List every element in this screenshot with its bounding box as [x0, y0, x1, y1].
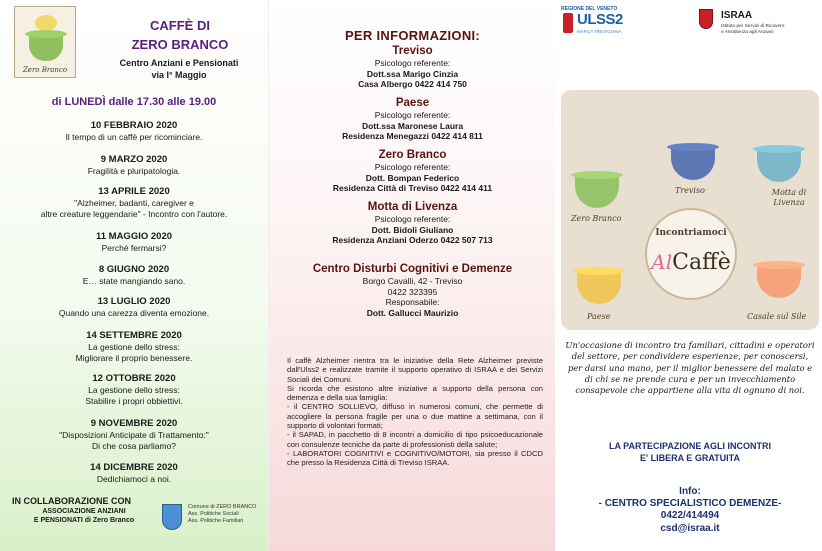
cup-label-motta: Motta di Livenza — [771, 188, 807, 207]
info-heading: PER INFORMAZIONI: — [344, 28, 481, 43]
sign-caffe: Caffè — [672, 250, 731, 275]
event-date: 9 NOVEMBRE 2020 — [90, 418, 178, 429]
contact-role: Psicologo referente: — [374, 110, 451, 120]
israa-subtitle-line1: Istituto per Servizi di Ricovero — [721, 24, 785, 29]
contact-residence: Residenza Città di Treviso 0422 414 411 — [332, 183, 493, 193]
contact-block — [269, 44, 555, 90]
event-item — [0, 330, 268, 363]
green-cup-icon — [575, 176, 619, 208]
event-description: La gestione dello stress: — [88, 342, 180, 352]
collab-label: IN COLLABORAZIONE CON — [12, 496, 131, 506]
comune-line3: Ass. Politiche Familiari — [188, 518, 244, 524]
event-description: E… state mangiando sano. — [82, 276, 186, 286]
cdcd-name: Centro Disturbi Cognitivi e Demenze — [312, 263, 513, 275]
event-item — [0, 462, 268, 485]
schedule: di LUNEDÌ dalle 17.30 alle 19.00 — [51, 96, 217, 108]
event-date: 11 MAGGIO 2020 — [95, 231, 173, 242]
info-center: - CENTRO SPECIALISTICO DEMENZE- — [598, 498, 782, 510]
coffee-cups-illustration — [561, 90, 819, 330]
info-label: Info: — [679, 486, 701, 497]
event-description: "Alzheimer, badanti, caregiver e — [74, 198, 194, 208]
event-description: Stabilire i propri obbiettivi. — [85, 395, 183, 406]
body-text — [287, 356, 543, 468]
contact-role: Psicologo referente: — [374, 214, 451, 224]
venue-address: via I° Maggio — [151, 70, 207, 80]
israa-subtitle — [721, 24, 784, 36]
blue-cup-icon — [671, 148, 715, 180]
info-email[interactable]: csd@israa.it — [660, 522, 720, 534]
event-date: 13 APRILE 2020 — [98, 186, 170, 197]
cdcd-resp-label: Responsabile: — [385, 297, 440, 307]
event-item — [0, 120, 268, 143]
contact-role: Psicologo referente: — [374, 162, 451, 172]
contact-city: Treviso — [392, 45, 433, 57]
event-item — [0, 264, 268, 287]
cdcd-phone: 0422 323395 — [387, 286, 438, 297]
cup-label-treviso: Treviso — [675, 186, 705, 195]
zero-branco-cafe-logo — [14, 6, 76, 78]
comune-line2: Ass. Politiche Sociali — [188, 511, 239, 517]
event-item — [0, 296, 268, 319]
event-description: Migliorare il proprio benessere. — [75, 352, 193, 363]
collab-association — [14, 508, 154, 525]
event-date: 10 FEBBRAIO 2020 — [90, 120, 178, 131]
event-date: 13 LUGLIO 2020 — [97, 296, 171, 307]
ulss-logo-text: ULSS2 — [577, 11, 623, 28]
middle-panel — [268, 0, 555, 551]
ulss-logo-icon — [563, 13, 573, 33]
right-panel — [555, 0, 822, 551]
collab-association-line1: ASSOCIAZIONE ANZIANI — [42, 508, 126, 515]
contact-role: Psicologo referente: — [374, 58, 451, 68]
cup-label-zero-branco: Zero Branco — [571, 214, 622, 223]
event-item — [0, 186, 268, 219]
teal-cup-icon — [757, 150, 801, 182]
israa-subtitle-line2: e Assistenza agli Anziani — [721, 30, 774, 35]
event-description: Fragilità e pluripatologia. — [87, 166, 181, 176]
body-paragraph-5: - LABORATORI COGNITIVI e COGNITIVO/MOTORI, sia presso il CDCD che presso la Residenza Città di Treviso ISRAA. — [287, 448, 543, 468]
event-description: Perché fermarsi? — [101, 243, 167, 253]
event-date: 12 OTTOBRE 2020 — [92, 373, 176, 384]
cafe-title-line1: CAFFÈ DI — [150, 18, 210, 33]
contact-city: Paese — [395, 97, 430, 109]
contact-block — [269, 200, 555, 246]
region-label: REGIONE DEL VENETO — [561, 6, 618, 12]
orange-cup-icon — [757, 266, 801, 298]
contact-block — [269, 96, 555, 142]
event-item — [0, 373, 268, 406]
coffee-cup-icon — [29, 35, 63, 61]
comune-line1: Comune di ZERO BRANCO — [188, 504, 257, 510]
contact-doctor: Dott. Bompan Federico — [365, 172, 460, 183]
participation-note — [565, 440, 815, 464]
event-date: 8 GIUGNO 2020 — [98, 264, 170, 275]
cup-label-paese: Paese — [587, 312, 611, 321]
contact-doctor: Dott.ssa Marigo Cinzia — [366, 68, 459, 79]
event-item — [0, 231, 268, 254]
comune-crest-icon — [162, 504, 182, 530]
comune-text — [188, 504, 256, 525]
participation-line2: E' LIBERA E GRATUITA — [640, 453, 740, 463]
event-description: Quando una carezza diventa emozione. — [58, 308, 210, 318]
event-date: 14 DICEMBRE 2020 — [90, 462, 178, 473]
sign-al: Al — [651, 250, 673, 274]
cdcd-block — [269, 262, 555, 318]
venue-name: Centro Anziani e Pensionati — [119, 58, 239, 68]
cdcd-doctor: Dott. Gallucci Maurizio — [366, 307, 459, 318]
israa-crest-icon — [699, 9, 713, 29]
event-description: Di che cosa parliamo? — [91, 440, 177, 451]
cdcd-address: Borgo Cavalli, 42 - Treviso — [362, 276, 463, 286]
contact-residence: Residenza Menegazzi 0422 414 811 — [342, 131, 483, 141]
event-date: 14 SETTEMBRE 2020 — [86, 330, 182, 341]
contact-residence: Residenza Anziani Oderzo 0422 507 713 — [332, 235, 493, 245]
body-paragraph-3: - il CENTRO SOLLIEVO, diffuso in numerosi comuni, che permette di accogliere la persona fragile per una o due mattine a settimana, con il supporto di volontari formati; — [287, 402, 543, 431]
body-paragraph-2: Si ricorda che esistono altre iniziative a supporto della persona con demenza e della sua famiglia: — [287, 383, 543, 403]
left-panel — [0, 0, 268, 551]
contact-block — [269, 148, 555, 194]
info-contact — [565, 486, 815, 535]
sign-top-text: Incontriamoci — [655, 228, 727, 238]
info-phone[interactable]: 0422/414494 — [660, 510, 720, 522]
event-item — [0, 418, 268, 451]
event-description: La gestione dello stress: — [88, 385, 180, 395]
event-item — [0, 154, 268, 177]
contact-doctor: Dott. Bidoli Giuliano — [371, 224, 454, 235]
sign-main-text — [647, 250, 735, 275]
israa-logo-text: ISRAA — [721, 10, 753, 21]
logo-caption: Zero Branco — [22, 66, 68, 74]
incontriamoci-sign — [645, 208, 737, 300]
participation-line1: LA PARTECIPAZIONE AGLI INCONTRI — [609, 441, 771, 451]
event-description: Il tempo di un caffè per ricominciare. — [65, 132, 203, 142]
ulss-subtitle: MARCA TREVIGIANA — [577, 29, 622, 34]
contact-doctor: Dott.ssa Maronese Laura — [361, 120, 464, 131]
contact-city: Motta di Livenza — [367, 201, 458, 213]
event-date: 9 MARZO 2020 — [100, 154, 168, 165]
event-description: altre creature leggendarie" - Incontro con l'autore. — [40, 208, 228, 219]
event-description: Dedichiamoci a noi. — [96, 474, 172, 484]
contact-residence: Casa Albergo 0422 414 750 — [358, 79, 467, 89]
lemon-icon — [35, 15, 57, 31]
body-paragraph-4: - il SAPAD, in pacchetto di 8 incontri a domicilio di tipo psicoeducazionale con consulenze tecniche da parte di professionisti della salute; — [287, 430, 543, 449]
event-description: "Disposizioni Anticipate di Trattamento:" — [59, 430, 209, 440]
body-paragraph-1: Il caffè Alzheimer rientra tra le iniziative della Rete Alzheimer previste dall'Ulss2 e realizzate tramite il supporto operativo di ISRAA e dei Servizi Sociali dei Comuni. — [287, 356, 543, 384]
contact-city: Zero Branco — [378, 149, 447, 161]
collab-association-line2: E PENSIONATI di Zero Branco — [33, 516, 135, 524]
cup-label-casale: Casale sul Sile — [747, 312, 807, 321]
yellow-cup-icon — [577, 272, 621, 304]
cafe-title-line2: ZERO BRANCO — [131, 37, 229, 52]
description-quote: Un'occasione di incontro tra familiari, cittadini e operatori del settore, per condividere esperienze, per conoscersi, per darsi una mano, per il miglior benessere del malato e di chi se ne prende cura e per un invecchiamento consapevole che appartiene alla vita di ognuno di noi. — [565, 340, 815, 396]
